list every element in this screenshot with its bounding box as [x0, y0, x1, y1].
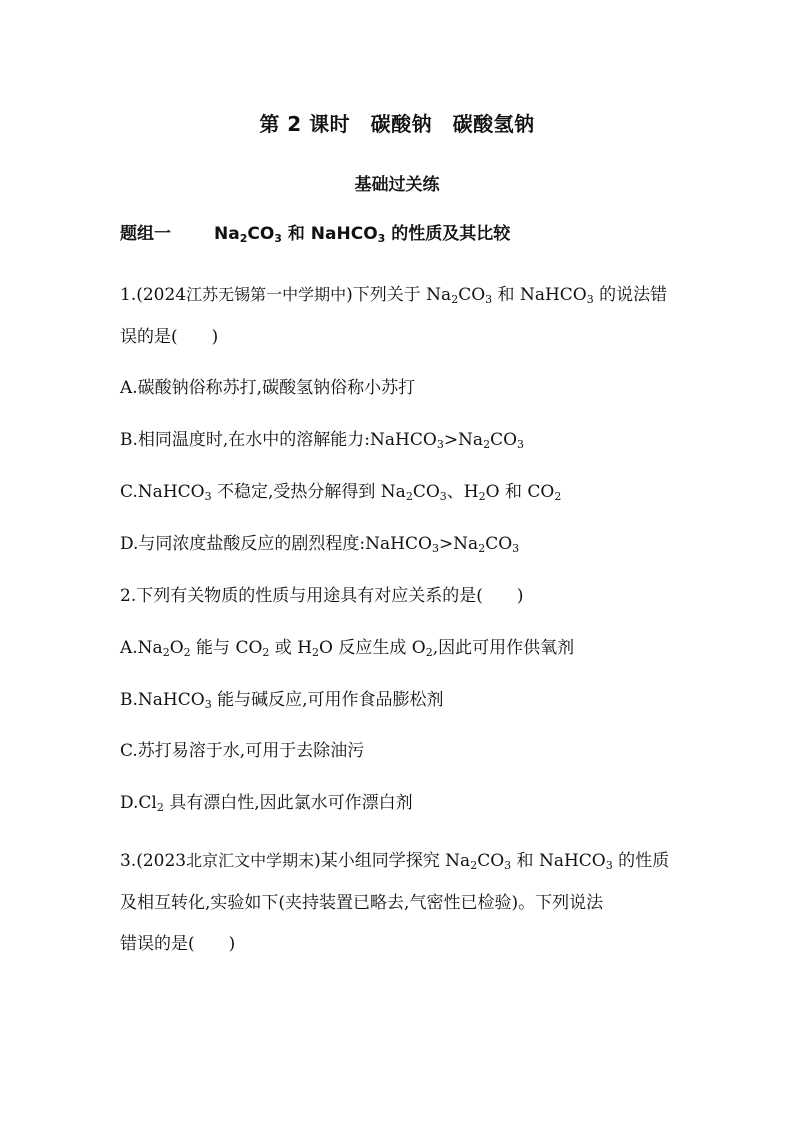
q2-option-a: $A.Na_2O_2$ 能与 $CO_2$ 或 $H_2O$ 反应生成 $O_2$,因此可用作供氧剂 — [120, 638, 575, 659]
q2-option-c: C.苏打易溶于水,可用于去除油污 — [120, 741, 365, 761]
q1-source: 江苏无锡第一中学期中 — [186, 285, 347, 304]
q1-option-d: D.与同浓度盐酸反应的剧烈程度$:NaHCO_3>Na_2CO_3$ — [120, 534, 520, 555]
group-heading: 题组一 $Na_2CO_3$ 和 NaHCO$_3$ 的性质及其比较 — [120, 219, 510, 244]
q1-stem-line1: 1.(2024江苏无锡第一中学期中)下列关于 $Na_2CO_3$ 和 NaHCO$_3$ 的说法错 — [120, 285, 668, 306]
q2-option-d: $D.Cl_2$ 具有漂白性,因此氯水可作漂白剂 — [120, 793, 413, 814]
q2-option-b: B.NaHCO$_3$ 能与碱反应,可用作食品膨松剂 — [120, 690, 444, 711]
q1-option-a: A.碳酸钠俗称苏打,碳酸氢钠俗称小苏打 — [120, 378, 416, 398]
q3-stem-line2: 及相互转化,实验如下(夹持装置已略去,气密性已检验)。下列说法 — [120, 893, 604, 913]
q2-stem: 2.下列有关物质的性质与用途具有对应关系的是( ) — [120, 586, 524, 606]
q1-option-c: C.NaHCO$_3$ 不稳定,受热分解得到 $Na_2CO_3$、$H_2O$ 和 $CO_2$ — [120, 482, 562, 503]
group-label: 题组一 — [120, 224, 171, 244]
q3-source: 北京汇文中学期末 — [186, 851, 315, 870]
section-subtitle: 基础过关练 — [354, 175, 440, 195]
q3-stem-line1: 3.(2023北京汇文中学期末)某小组同学探究 $Na_2CO_3$ 和 NaHCO$_3$ 的性质 — [120, 851, 670, 872]
q1-stem-line2: 误的是( ) — [120, 327, 219, 347]
q3-stem-line3: 错误的是( ) — [120, 934, 236, 954]
q1-option-b: B.相同温度时,在水中的溶解能力$:NaHCO_3>Na_2CO_3$ — [120, 430, 525, 451]
lesson-title: 第 2 课时 碳酸钠 碳酸氢钠 — [259, 112, 535, 136]
